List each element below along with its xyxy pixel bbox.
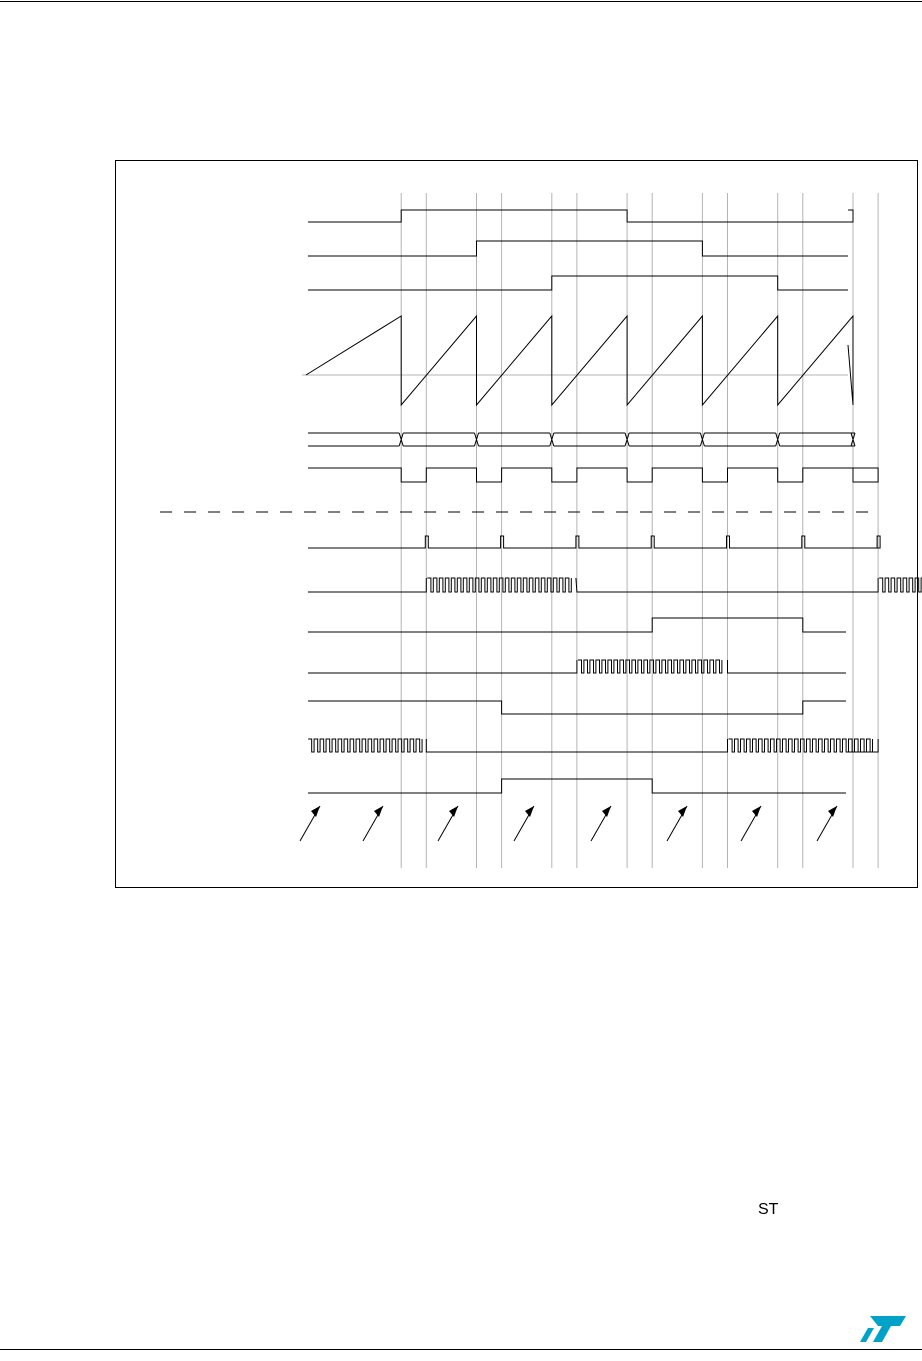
burst-b-lead [308,660,577,673]
bottom-rule [0,1349,922,1350]
burst-a-lead [308,578,426,592]
commutation-arrow-head [311,806,320,817]
commutation-markers [300,806,837,841]
burst-b-pwm [578,660,722,673]
st-logo-text: ST [758,1201,779,1218]
commutation-arrow-head [374,806,383,817]
sync-pulse-waveform [308,536,880,548]
burst-b-tail [728,660,847,673]
burst-a-tail [879,578,922,592]
st-logo-icon [758,1201,908,1344]
burst-c-pwm-head [308,739,422,752]
burst-c-end [846,739,878,752]
commutation-arrow-head [449,806,458,817]
phase-b-waveform [308,241,848,256]
bus-waveform [308,433,855,446]
ramp-line [306,316,853,405]
phase-c-waveform [308,276,848,290]
digital-waveforms [308,210,922,793]
phase-a-waveform [308,210,853,222]
burst-a-pwm [427,578,571,592]
commutation-arrow-head [828,806,837,817]
ramp-waveform [302,316,853,405]
low-pulse-waveform [308,468,878,482]
commutation-arrow-head [678,806,687,817]
commutation-arrow-head [525,806,534,817]
burst-c-pwm-tail [729,739,873,752]
figure-frame [116,161,918,888]
commutation-arrow-head [602,806,611,817]
commutation-arrow-head [752,806,761,817]
vertical-gridlines [401,193,922,868]
